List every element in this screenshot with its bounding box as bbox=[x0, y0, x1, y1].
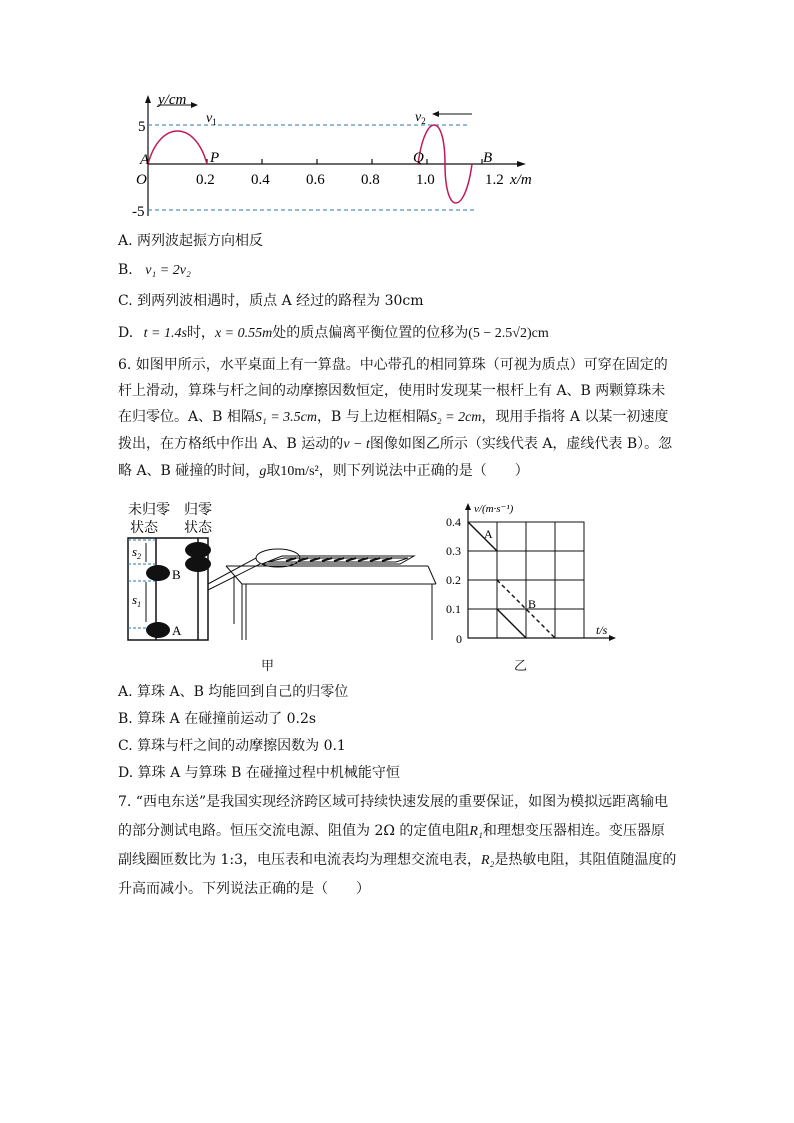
y-axis-label: y/cm bbox=[158, 92, 187, 108]
x-axis-arrow bbox=[517, 161, 526, 167]
figure-jia-caption: 甲 bbox=[261, 659, 275, 674]
bead-b bbox=[146, 565, 170, 581]
q6-stem bbox=[118, 352, 678, 485]
v2-label: $v_2$ bbox=[415, 110, 426, 126]
vt-graph bbox=[440, 500, 620, 650]
point-a-label: A bbox=[140, 152, 150, 168]
q7-r1: R₁ bbox=[469, 824, 483, 839]
q6-option-c: C. 算珠与杆之间的动摩擦因数为 0.1 bbox=[118, 738, 346, 754]
label-not-zeroed-1: 未归零 bbox=[128, 503, 170, 518]
line-a-label: A bbox=[484, 527, 493, 541]
q6-s1: S₁ = 3.5cm bbox=[254, 410, 317, 425]
y-min-label: -5 bbox=[132, 204, 145, 220]
zeroed-bead-2 bbox=[185, 556, 211, 572]
wave-figure bbox=[130, 92, 550, 224]
y-max-label: 5 bbox=[138, 119, 146, 135]
figure-yi-caption: 乙 bbox=[514, 659, 528, 674]
q7-stem-text-1: 7. “西电东送”是我国实现经济跨区域可持续快速发展的重要保证，如图为模拟远距离输电的部分测试电路。恒压交流电源、阻值为 2Ω 的定值电阻 bbox=[118, 794, 669, 839]
vt-y-tick: 0 bbox=[456, 632, 462, 646]
q5-option-d-prefix: D. bbox=[118, 325, 134, 341]
q5-option-d-text-2: 处的质点偏离平衡位置的位移为 bbox=[272, 325, 469, 341]
q6-s2: S₂ = 2cm bbox=[429, 410, 482, 425]
label-zeroed-1: 归零 bbox=[184, 503, 212, 518]
wave-graph bbox=[130, 92, 550, 224]
vt-y-tick: 0.2 bbox=[446, 573, 461, 587]
vt-y-tick: 0.3 bbox=[446, 544, 461, 558]
x-tick-label: 1.0 bbox=[416, 172, 435, 188]
q6-vt: v − t bbox=[343, 437, 370, 452]
point-p-label: P bbox=[210, 150, 220, 166]
q5-option-b-math: v₁ = 2v₂ bbox=[145, 263, 191, 278]
s1-label: $s_1$ bbox=[132, 592, 142, 609]
x-axis-label: x/m bbox=[510, 172, 532, 188]
q6-stem-text-1: 6. 如图甲所示，水平桌面上有一算盘。中心带孔的相同算珠（可视为质点）可穿在固定的杆上滑动，算珠与杆之间的动摩擦因数恒定，使用时发现某一根杆上有 A、B 两颗算珠未在归零位。A、B 相隔 bbox=[118, 357, 668, 425]
bead-b-label: B bbox=[172, 567, 181, 582]
zeroed-bead-1 bbox=[185, 542, 211, 558]
vt-y-label: v/(m·s⁻¹) bbox=[474, 503, 514, 515]
point-q-label: Q bbox=[413, 150, 424, 166]
q7-stem-text-2: 和理想变压器相连。变压器原副线圈匝数比为 1:3，电压表和电流表均为理想交流电表， bbox=[118, 823, 665, 868]
q6-option-d: D. 算珠 A 与算珠 B 在碰撞过程中机械能守恒 bbox=[118, 765, 400, 781]
x-tick-label: 1.2 bbox=[485, 172, 504, 188]
wave-1-curve bbox=[148, 131, 207, 164]
abacus-diagram bbox=[118, 498, 438, 678]
line-a-after bbox=[497, 609, 526, 638]
q5-option-a: A. 两列波起振方向相反 bbox=[118, 233, 264, 249]
q5-option-b bbox=[118, 260, 191, 281]
vt-y-tick: 0.4 bbox=[446, 515, 461, 529]
v2-arrowhead bbox=[432, 111, 439, 117]
q7-stem-text-3: 是热敏电阻，其阻值随温度的升高而减小。下列说法正确的是（ ） bbox=[118, 852, 677, 897]
label-zeroed-2: 状态 bbox=[184, 521, 212, 536]
q6-stem-text-5: 取 bbox=[266, 463, 281, 479]
q5-option-d-position: x = 0.55m bbox=[214, 326, 273, 341]
v1-label: $v_1$ bbox=[206, 111, 217, 127]
abacus-figure bbox=[118, 498, 438, 678]
q5-option-d-time: t = 1.4s bbox=[143, 326, 187, 341]
s2-label: $s_2$ bbox=[132, 544, 142, 561]
x-tick-label: 0.2 bbox=[196, 172, 215, 188]
q5-option-d-value: (5 − 2.5√2)cm bbox=[468, 326, 549, 341]
x-tick-label: 0.8 bbox=[361, 172, 380, 188]
x-tick-marks bbox=[207, 159, 482, 164]
q5-option-d bbox=[118, 323, 549, 344]
vt-x-label: t/s bbox=[596, 623, 608, 637]
q6-stem-text-2: ，B 与上边框相隔 bbox=[317, 409, 430, 425]
q5-option-c: C. 到两列波相遇时，质点 A 经过的路程为 30cm bbox=[118, 293, 424, 309]
q6-stem-text-4: 图像如图乙所示（实线代表 A，虚线代表 B）。忽略 A、B 碰撞的时间， bbox=[118, 436, 673, 479]
q6-stem-text-6: ，则下列说法中正确的是（ ） bbox=[318, 463, 529, 479]
q6-option-a: A. 算珠 A、B 均能回到自己的归零位 bbox=[118, 684, 349, 700]
q5-option-b-prefix: B. bbox=[118, 262, 133, 278]
x-tick-label: 0.6 bbox=[306, 172, 325, 188]
vt-y-tick: 0.1 bbox=[446, 602, 461, 616]
label-not-zeroed-2: 状态 bbox=[130, 521, 158, 536]
vt-y-arrow bbox=[465, 503, 471, 510]
origin-label: O bbox=[136, 172, 147, 188]
line-b-label: B bbox=[528, 597, 537, 611]
x-tick-label: 0.4 bbox=[251, 172, 270, 188]
q6-option-b: B. 算珠 A 在碰撞前运动了 0.2s bbox=[118, 711, 317, 727]
bead-a bbox=[146, 622, 170, 638]
vt-x-arrow bbox=[609, 635, 616, 641]
q5-option-d-text-1: 时， bbox=[186, 325, 215, 341]
point-b-label: B bbox=[483, 150, 493, 166]
q7-stem bbox=[118, 788, 678, 904]
q6-g-value: 10m/s² bbox=[280, 464, 319, 479]
abacus-table bbox=[226, 566, 436, 640]
q7-r2: R₂ bbox=[480, 853, 495, 868]
q6-stem-text-3: ，现用手指将 A 以某一初速度拨出，在方格纸中作出 A、B 运动的 bbox=[118, 409, 669, 452]
bead-a-label: A bbox=[172, 623, 182, 638]
v1-arrowhead bbox=[191, 102, 198, 108]
y-axis-arrow bbox=[145, 95, 151, 103]
zoom-line-1 bbox=[208, 558, 256, 584]
q6-g: g bbox=[259, 464, 267, 479]
vt-graph-figure bbox=[440, 500, 620, 650]
